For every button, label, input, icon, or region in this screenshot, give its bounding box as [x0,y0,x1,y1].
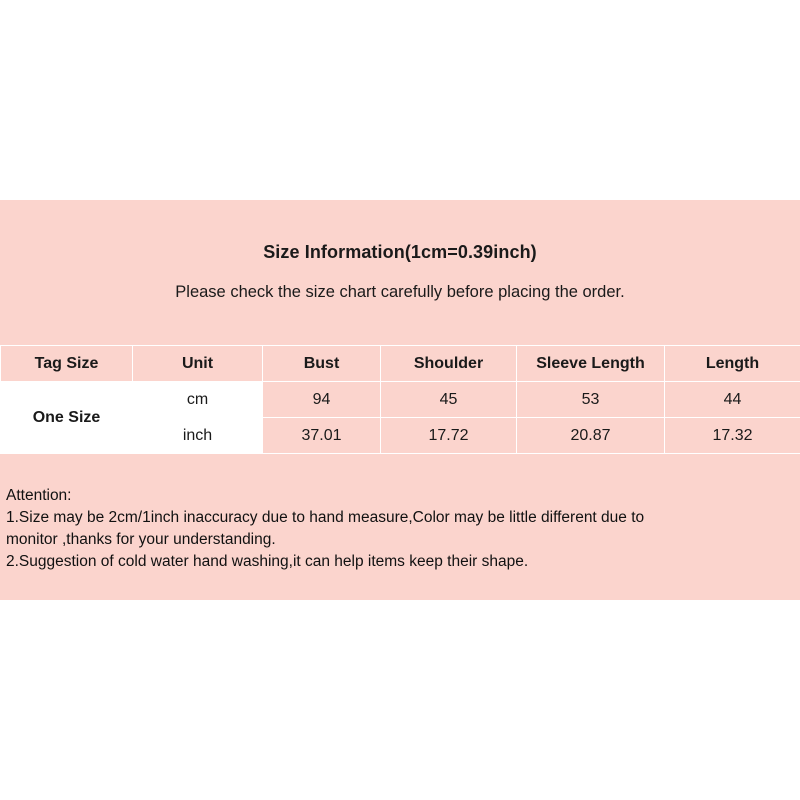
attention-heading: Attention: [6,487,72,504]
shoulder-value-cm: 45 [381,382,517,418]
column-header-tag-size: Tag Size [1,346,133,382]
header-block [0,200,800,302]
unit-value-cm: cm [133,382,263,418]
page-title: Size Information(1cm=0.39inch) [263,242,537,262]
bust-value-inch: 37.01 [263,418,381,454]
bust-value-cm: 94 [263,382,381,418]
table-row [1,382,800,418]
column-header-shoulder: Shoulder [381,346,517,382]
column-header-unit: Unit [133,346,263,382]
page-subtitle: Please check the size chart carefully before placing the order. [175,283,625,301]
column-header-sleeve-length: Sleeve Length [517,346,665,382]
attention-block [6,485,794,573]
shoulder-value-inch: 17.72 [381,418,517,454]
attention-line-1: 1.Size may be 2cm/1inch inaccuracy due to hand measure,Color may be little different due to [6,509,645,526]
attention-line-3: 2.Suggestion of cold water hand washing,it can help items keep their shape. [6,553,529,570]
length-value-inch: 17.32 [665,418,800,454]
attention-line-2: monitor ,thanks for your understanding. [6,531,276,548]
length-value-cm: 44 [665,382,800,418]
table-header-row [1,346,800,382]
tag-size-value: One Size [1,382,133,454]
size-table [0,345,800,454]
column-header-length: Length [665,346,800,382]
column-header-bust: Bust [263,346,381,382]
size-chart-sheet [0,200,800,600]
unit-value-inch: inch [133,418,263,454]
sleeve-length-value-inch: 20.87 [517,418,665,454]
sleeve-length-value-cm: 53 [517,382,665,418]
